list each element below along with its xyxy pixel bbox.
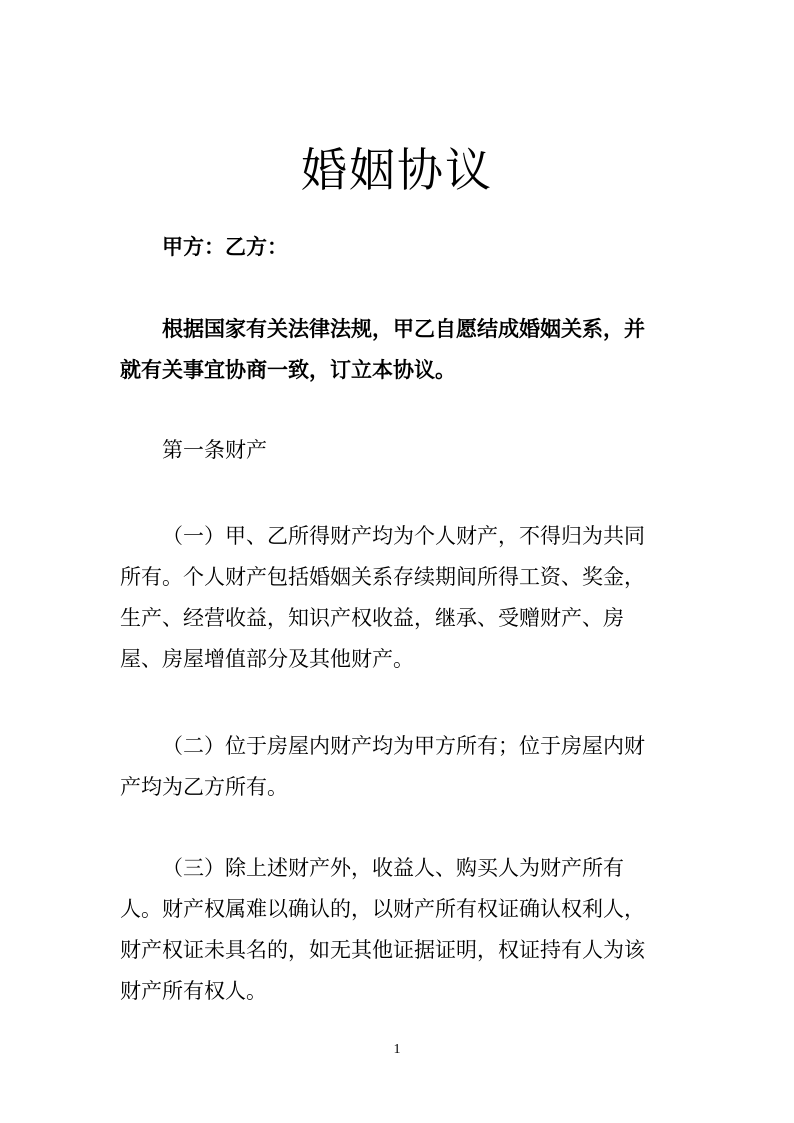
document-title: 婚姻协议 bbox=[301, 143, 493, 197]
item-1-line: （一）甲、乙所得财产均为个人财产，不得归为共同 bbox=[162, 524, 645, 548]
article-1-heading: 第一条财产 bbox=[162, 438, 267, 462]
parties-line: 甲方：乙方： bbox=[162, 234, 288, 259]
page-number: 1 bbox=[393, 1042, 401, 1057]
item-2-line: 产均为乙方所有。 bbox=[120, 775, 288, 799]
item-2-line: （二）位于房屋内财产均为甲方所有；位于房屋内财 bbox=[162, 734, 645, 758]
intro-line: 根据国家有关法律法规，甲乙自愿结成婚姻关系，并 bbox=[162, 316, 645, 341]
item-3-line: 财产所有权人。 bbox=[120, 979, 267, 1003]
item-1-line: 所有。个人财产包括婚姻关系存续期间所得工资、奖金， bbox=[120, 565, 645, 589]
article-1-item-1 bbox=[120, 516, 660, 680]
item-3-line: 人。财产权属难以确认的，以财产所有权证确认权利人， bbox=[120, 897, 645, 921]
article-1-item-2 bbox=[120, 726, 660, 808]
article-1-item-3 bbox=[120, 848, 660, 1012]
intro-paragraph bbox=[120, 308, 660, 390]
item-1-line: 生产、经营收益，知识产权收益，继承、受赠财产、房 bbox=[120, 606, 624, 630]
item-3-line: 财产权证未具名的，如无其他证据证明，权证持有人为该 bbox=[120, 938, 645, 962]
item-1-line: 屋、房屋增值部分及其他财产。 bbox=[120, 647, 414, 671]
intro-line: 就有关事宜协商一致，订立本协议。 bbox=[120, 357, 456, 382]
item-3-line: （三）除上述财产外，收益人、购买人为财产所有 bbox=[162, 856, 624, 880]
